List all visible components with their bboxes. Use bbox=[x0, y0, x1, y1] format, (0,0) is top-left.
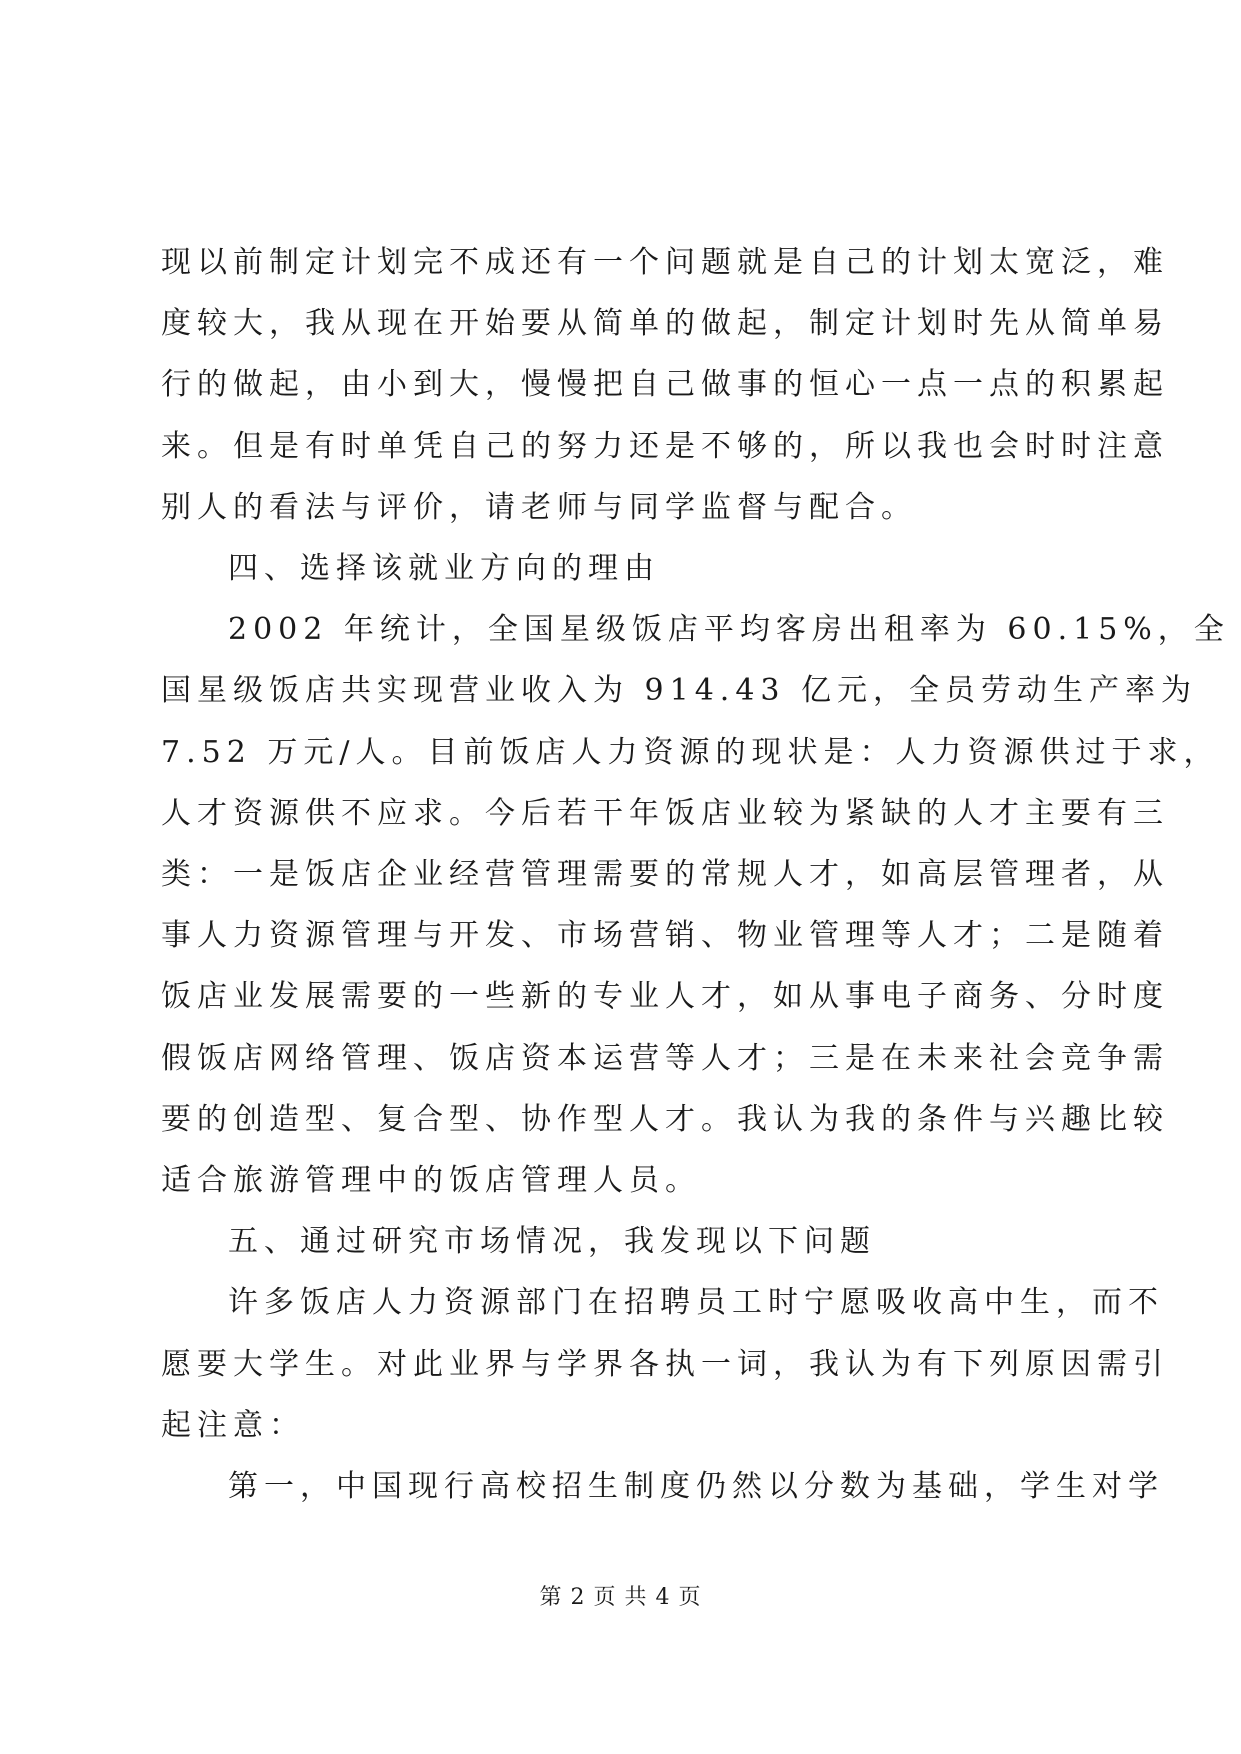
text-line: 别人的看法与评价，请老师与同学监督与配合。 bbox=[161, 489, 917, 525]
text-line: 许多饭店人力资源部门在招聘员工时宁愿吸收高中生，而不 bbox=[228, 1285, 1164, 1321]
text-line: 适合旅游管理中的饭店管理人员。 bbox=[161, 1163, 701, 1199]
text-line: 行的做起，由小到大，慢慢把自己做事的恒心一点一点的积累起 bbox=[161, 367, 1169, 403]
text-line: 来。但是有时单凭自己的努力还是不够的，所以我也会时时注意 bbox=[161, 428, 1169, 464]
text-line: 饭店业发展需要的一些新的专业人才，如从事电子商务、分时度 bbox=[161, 979, 1169, 1015]
text-line: 2002 年统计，全国星级饭店平均客房出租率为 60.15%，全 bbox=[228, 612, 1230, 648]
document-body bbox=[161, 232, 1230, 1517]
paragraph-statistics bbox=[161, 599, 1230, 1211]
text-line: 四、选择该就业方向的理由 bbox=[228, 551, 660, 587]
text-line: 五、通过研究市场情况，我发现以下问题 bbox=[228, 1224, 876, 1260]
page-number-footer: 第 2 页 共 4 页 bbox=[539, 1585, 702, 1610]
text-line: 7.52 万元/人。目前饭店人力资源的现状是：人力资源供过于求， bbox=[161, 734, 1220, 770]
text-line: 现以前制定计划完不成还有一个问题就是自己的计划太宽泛，难 bbox=[161, 245, 1169, 280]
paragraph-first-reason bbox=[161, 1456, 1164, 1517]
paragraph-plan bbox=[161, 232, 1169, 538]
text-line: 要的创造型、复合型、协作型人才。我认为我的条件与兴趣比较 bbox=[161, 1101, 1169, 1137]
text-line: 度较大，我从现在开始要从简单的做起，制定计划时先从简单易 bbox=[161, 306, 1169, 342]
text-line: 人才资源供不应求。今后若干年饭店业较为紧缺的人才主要有三 bbox=[161, 795, 1169, 831]
text-line: 起注意： bbox=[161, 1407, 305, 1443]
section-heading-4 bbox=[161, 538, 1081, 599]
text-line: 类：一是饭店企业经营管理需要的常规人才，如高层管理者，从 bbox=[161, 857, 1169, 893]
text-line: 假饭店网络管理、饭店资本运营等人才；三是在未来社会竞争需 bbox=[161, 1040, 1169, 1076]
section-heading-5 bbox=[161, 1211, 1081, 1272]
text-line: 第一，中国现行高校招生制度仍然以分数为基础，学生对学 bbox=[228, 1469, 1164, 1505]
text-line: 国星级饭店共实现营业收入为 914.43 亿元，全员劳动生产率为 bbox=[161, 673, 1198, 709]
text-line: 愿要大学生。对此业界与学界各执一词，我认为有下列原因需引 bbox=[161, 1346, 1169, 1382]
paragraph-hiring bbox=[161, 1272, 1169, 1456]
text-line: 事人力资源管理与开发、市场营销、物业管理等人才；二是随着 bbox=[161, 918, 1169, 954]
